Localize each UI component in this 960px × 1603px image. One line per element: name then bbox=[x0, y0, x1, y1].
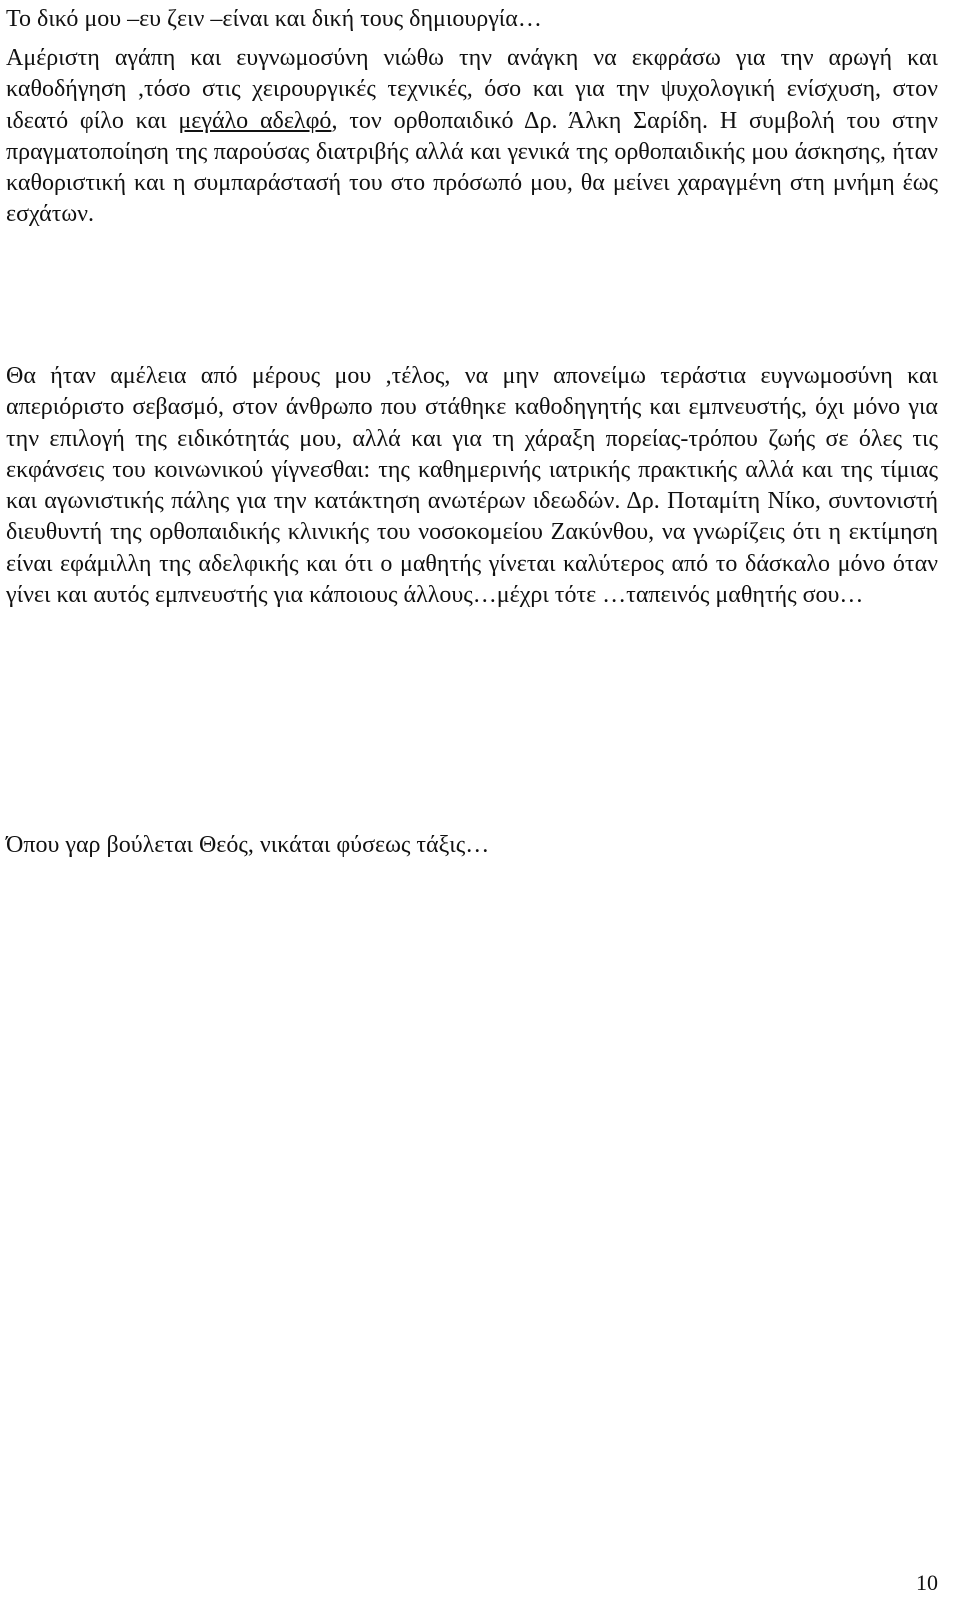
underlined-phrase: μεγάλο αδελφό bbox=[178, 107, 332, 134]
paragraph-1-text-end: , τον ορθοπαιδικό Δρ. Άλκη Σαρίδη. Η συμβολή του στην πραγματοποίηση της παρούσας διατριβής αλλά και γενικά της ορθοπαιδικής μου άσκησης, ήταν καθοριστική και η συμπαράστασή του στο πρόσωπό μου, θα μείνει χαραγμένη στη μνήμη έως εσχάτων. bbox=[6, 107, 939, 228]
paragraph-acknowledgement-1 bbox=[6, 43, 938, 231]
page-number: 10 bbox=[916, 1570, 938, 1595]
page-heading: Το δικό μου –ευ ζειν –είναι και δική τους δημιουργία… bbox=[6, 6, 542, 32]
closing-quote: Όπου γαρ βούλεται Θεός, νικάται φύσεως τάξις… bbox=[6, 832, 490, 858]
paragraph-acknowledgement-2: Θα ήταν αμέλεια από μέρους μου ,τέλος, να μην απονείμω τεράστια ευγνωμοσύνη και απεριόριστο σεβασμό, στον άνθρωπο που στάθηκε καθοδηγητής και εμπνευστής, όχι μόνο για την επιλογή της ειδικότητάς μου, αλλά και για τη χάραξη πορείας-τρόπου ζωής σε όλες τις εκφάνσεις του κοινωνικού γίγνεσθαι: της καθημερινής ιατρικής πρακτικής αλλά και της τίμιας και αγωνιστικής πάλης για την κατάκτηση ανωτέρων ιδεωδών. Δρ. Ποταμίτη Νίκο, συντονιστή διευθυντή της ορθοπαιδικής κλινικής του νοσοκομείου Ζακύνθου, να γνωρίζεις ότι η εκτίμηση είναι εφάμιλλη της αδελφικής και ότι ο μαθητής γίνεται καλύτερος από το δάσκαλο μόνο όταν γίνει και αυτός εμπνευστής για κάποιους άλλους…μέχρι τότε …ταπεινός μαθητής σου… bbox=[6, 363, 938, 609]
paragraph-1-text-start: Αμέριστη αγάπη και ευγνωμοσύνη νιώθω την ανάγκη να εκφράσω για την αρωγή και καθοδήγηση ,τόσο στις χειρουργικές τεχνικές, όσο και για την ψυχολογική ενίσχυση, στον ιδεατό φίλο και bbox=[6, 45, 938, 134]
